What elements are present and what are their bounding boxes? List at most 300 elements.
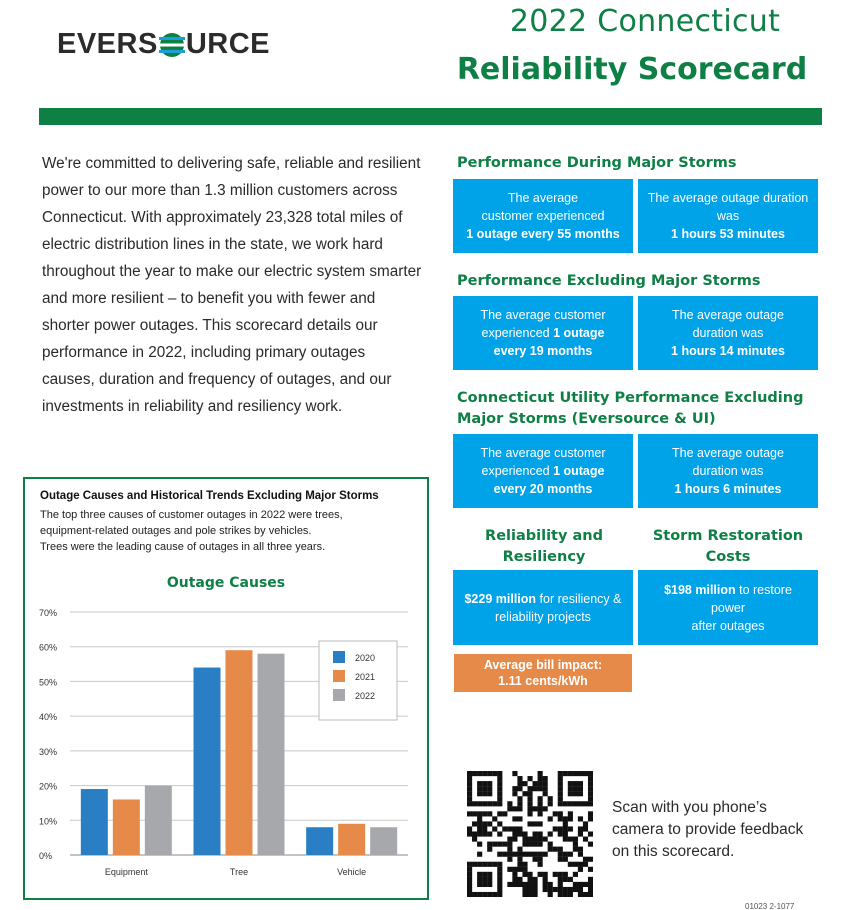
qr-module xyxy=(538,786,543,791)
qr-module xyxy=(507,857,512,862)
qr-module xyxy=(497,786,502,791)
qr-module xyxy=(553,872,558,877)
qr-module xyxy=(527,842,532,847)
bar-2021-vehicle xyxy=(338,824,365,855)
qr-module xyxy=(467,791,472,796)
qr-module xyxy=(512,852,517,857)
qr-module xyxy=(578,862,583,867)
qr-module xyxy=(573,837,578,842)
qr-module xyxy=(472,821,477,826)
qr-module xyxy=(563,872,568,877)
qr-module xyxy=(568,826,573,831)
qr-module xyxy=(497,776,502,781)
qr-module xyxy=(517,806,522,811)
stat-text: The average customer xyxy=(480,446,606,460)
qr-module xyxy=(533,857,538,862)
qr-module xyxy=(588,781,593,786)
qr-module xyxy=(533,842,538,847)
qr-module xyxy=(583,892,588,897)
qr-module xyxy=(543,776,548,781)
logo-text-left: EVERS xyxy=(57,27,158,60)
legend-label: 2021 xyxy=(355,672,376,682)
qr-module xyxy=(527,887,532,892)
qr-module xyxy=(497,867,502,872)
stat-text: The average xyxy=(507,191,579,205)
qr-module xyxy=(472,801,477,806)
qr-code-icon[interactable] xyxy=(467,771,593,897)
qr-module xyxy=(522,781,527,786)
qr-module xyxy=(507,852,512,857)
heading-line: Costs xyxy=(705,549,751,565)
qr-module xyxy=(558,791,563,796)
stat-value: 1 hours 14 minutes xyxy=(671,344,785,358)
qr-module xyxy=(578,816,583,821)
qr-module xyxy=(487,771,492,776)
qr-module xyxy=(588,831,593,836)
qr-module xyxy=(527,852,532,857)
qr-module xyxy=(477,882,482,887)
qr-module xyxy=(543,877,548,882)
scan-instructions xyxy=(612,797,842,863)
qr-module xyxy=(497,842,502,847)
qr-module xyxy=(568,862,573,867)
bill-impact-badge xyxy=(454,654,632,692)
qr-module xyxy=(522,852,527,857)
qr-module xyxy=(467,831,472,836)
legend-label: 2022 xyxy=(355,691,376,701)
qr-module xyxy=(477,786,482,791)
qr-module xyxy=(583,857,588,862)
qr-module xyxy=(482,862,487,867)
qr-module xyxy=(482,786,487,791)
qr-module xyxy=(522,831,527,836)
heading-line: Resiliency xyxy=(502,549,586,565)
qr-module xyxy=(497,872,502,877)
qr-module xyxy=(487,872,492,877)
qr-module xyxy=(517,867,522,872)
qr-module xyxy=(588,811,593,816)
qr-module xyxy=(497,882,502,887)
heading-ct-utility xyxy=(457,388,803,430)
qr-module xyxy=(588,791,593,796)
qr-module xyxy=(563,852,568,857)
qr-module xyxy=(573,771,578,776)
heading-line: Connecticut Utility Performance Excluding xyxy=(457,390,804,406)
qr-module xyxy=(477,826,482,831)
heading-line: Reliability and xyxy=(485,528,603,544)
qr-module xyxy=(543,781,548,786)
qr-module xyxy=(477,801,482,806)
qr-module xyxy=(588,801,593,806)
qr-module xyxy=(517,781,522,786)
qr-module xyxy=(467,786,472,791)
qr-module xyxy=(558,811,563,816)
stat-text: was xyxy=(716,209,740,223)
chart-title: Outage Causes xyxy=(166,575,286,591)
stat-value: 1 hours 6 minutes xyxy=(674,482,782,496)
qr-module xyxy=(588,877,593,882)
logo-o-icon xyxy=(159,32,185,58)
qr-module xyxy=(558,816,563,821)
qr-module xyxy=(568,771,573,776)
qr-module xyxy=(578,852,583,857)
qr-module xyxy=(578,892,583,897)
qr-module xyxy=(588,842,593,847)
qr-module xyxy=(588,887,593,892)
qr-module xyxy=(477,842,482,847)
qr-module xyxy=(522,842,527,847)
qr-module xyxy=(568,892,573,897)
qr-module xyxy=(477,811,482,816)
qr-module xyxy=(522,882,527,887)
stat-box-storm-duration xyxy=(638,179,818,253)
qr-module xyxy=(543,872,548,877)
qr-module xyxy=(558,796,563,801)
stat-box-restoration xyxy=(638,570,818,645)
qr-module xyxy=(558,831,563,836)
qr-module xyxy=(477,821,482,826)
qr-module xyxy=(548,796,553,801)
qr-module xyxy=(568,887,573,892)
qr-module xyxy=(548,801,553,806)
qr-module xyxy=(538,837,543,842)
y-tick-label: 0% xyxy=(39,851,53,861)
stat-text: The average customer xyxy=(480,308,606,322)
qr-module xyxy=(517,786,522,791)
qr-module xyxy=(507,806,512,811)
scan-line: Scan with you phone’s xyxy=(612,799,767,816)
qr-module xyxy=(558,872,563,877)
qr-module xyxy=(497,801,502,806)
qr-module xyxy=(578,801,583,806)
qr-module xyxy=(543,837,548,842)
y-tick-label: 60% xyxy=(39,642,58,653)
qr-module xyxy=(467,776,472,781)
qr-module xyxy=(472,892,477,897)
qr-module xyxy=(588,776,593,781)
qr-module xyxy=(487,892,492,897)
qr-module xyxy=(497,887,502,892)
qr-module xyxy=(578,887,583,892)
qr-module xyxy=(543,791,548,796)
scorecard-title: Reliability Scorecard xyxy=(456,52,808,87)
qr-module xyxy=(578,882,583,887)
stat-value: $229 million xyxy=(464,591,537,606)
qr-module xyxy=(568,877,573,882)
qr-module xyxy=(568,781,573,786)
qr-module xyxy=(558,887,563,892)
qr-module xyxy=(512,867,517,872)
qr-module xyxy=(502,852,507,857)
qr-module xyxy=(502,811,507,816)
qr-module xyxy=(538,796,543,801)
qr-module xyxy=(578,781,583,786)
qr-module xyxy=(558,776,563,781)
qr-module xyxy=(487,831,492,836)
qr-module xyxy=(467,811,472,816)
qr-module xyxy=(507,867,512,872)
qr-module xyxy=(472,837,477,842)
qr-module xyxy=(548,842,553,847)
qr-module xyxy=(563,892,568,897)
qr-module xyxy=(538,801,543,806)
stat-value: 1 outage xyxy=(553,464,605,478)
qr-module xyxy=(497,796,502,801)
qr-module xyxy=(522,862,527,867)
heading-excluding-storms: Performance Excluding Major Storms xyxy=(457,273,761,289)
qr-module xyxy=(492,862,497,867)
y-tick-label: 20% xyxy=(39,781,58,792)
qr-module xyxy=(472,831,477,836)
qr-module xyxy=(588,796,593,801)
qr-module xyxy=(482,781,487,786)
qr-module xyxy=(588,786,593,791)
stat-value: every 20 months xyxy=(493,482,593,496)
qr-module xyxy=(467,771,472,776)
qr-module xyxy=(563,857,568,862)
qr-module xyxy=(568,791,573,796)
qr-module xyxy=(527,877,532,882)
qr-module xyxy=(492,771,497,776)
y-tick-label: 50% xyxy=(39,677,58,688)
qr-module xyxy=(563,887,568,892)
qr-module xyxy=(487,821,492,826)
qr-module xyxy=(467,882,472,887)
qr-module xyxy=(563,837,568,842)
qr-module xyxy=(482,826,487,831)
stat-box-storm-frequency xyxy=(453,179,633,253)
qr-module xyxy=(583,826,588,831)
qr-module xyxy=(538,781,543,786)
qr-module xyxy=(497,771,502,776)
qr-module xyxy=(477,852,482,857)
outage-causes-chart xyxy=(25,599,427,889)
qr-module xyxy=(527,872,532,877)
y-tick-label: 10% xyxy=(39,816,58,827)
stat-box-ct-duration xyxy=(638,434,818,508)
heading-line: Storm Restoration xyxy=(652,528,804,544)
scorecard-title-year: 2022 Connecticut xyxy=(509,4,781,39)
qr-module xyxy=(482,791,487,796)
desc-line: Trees were the leading cause of outages in all three years. xyxy=(40,541,326,553)
stat-text: to restore power xyxy=(710,582,792,615)
qr-module xyxy=(497,791,502,796)
qr-module xyxy=(568,811,573,816)
qr-module xyxy=(558,781,563,786)
qr-module xyxy=(588,892,593,897)
qr-module xyxy=(467,796,472,801)
qr-module xyxy=(512,786,517,791)
qr-module xyxy=(472,862,477,867)
qr-module xyxy=(563,816,568,821)
qr-module xyxy=(492,842,497,847)
qr-module xyxy=(522,791,527,796)
qr-module xyxy=(583,801,588,806)
y-tick-label: 30% xyxy=(39,746,58,757)
qr-module xyxy=(477,781,482,786)
qr-module xyxy=(583,837,588,842)
qr-module xyxy=(583,821,588,826)
qr-module xyxy=(507,801,512,806)
chart-card-title: Outage Causes and Historical Trends Excluding Major Storms xyxy=(40,490,379,502)
qr-module xyxy=(548,831,553,836)
qr-module xyxy=(538,852,543,857)
qr-module xyxy=(578,847,583,852)
qr-module xyxy=(517,816,522,821)
intro-paragraph: We're committed to delivering safe, reliable and resilient power to our more than 1.3 million customers across Connecticut. With approximately 23,328 total miles of electric distribution lines in the state, we work hard throughout the year to make our electric system smarter and more resilient – to benefit you with fewer and shorter power outages. This scorecard details our performance in 2022, including primary outages causes, duration and frequency of outages, and our investments in reliability and resiliency work. xyxy=(42,155,422,415)
qr-module xyxy=(482,801,487,806)
qr-module xyxy=(487,842,492,847)
bill-impact-label: Average bill impact: xyxy=(483,658,603,672)
qr-module xyxy=(533,786,538,791)
qr-module xyxy=(487,801,492,806)
qr-module xyxy=(588,771,593,776)
qr-module xyxy=(522,867,527,872)
stat-text: reliability projects xyxy=(495,609,591,624)
bar-2021-equipment xyxy=(113,799,140,855)
qr-module xyxy=(573,862,578,867)
qr-module xyxy=(548,847,553,852)
qr-module xyxy=(583,882,588,887)
qr-module xyxy=(497,877,502,882)
qr-module xyxy=(558,892,563,897)
qr-module xyxy=(517,796,522,801)
qr-module xyxy=(467,826,472,831)
qr-module xyxy=(533,781,538,786)
eversource-logo xyxy=(57,26,270,62)
scan-line: on this scorecard. xyxy=(612,843,735,860)
legend-swatch xyxy=(333,670,345,682)
stat-value: every 19 months xyxy=(493,344,593,358)
qr-module xyxy=(487,877,492,882)
qr-module xyxy=(558,801,563,806)
qr-module xyxy=(543,882,548,887)
qr-module xyxy=(527,791,532,796)
scan-line: camera to provide feedback xyxy=(612,821,804,838)
qr-module xyxy=(477,872,482,877)
qr-module xyxy=(502,826,507,831)
qr-module xyxy=(583,862,588,867)
x-tick-label: Tree xyxy=(229,867,249,877)
qr-module xyxy=(543,852,548,857)
stat-box-excl-duration xyxy=(638,296,818,370)
qr-module xyxy=(517,882,522,887)
qr-module xyxy=(527,786,532,791)
stat-box-investment xyxy=(453,570,633,645)
legend-swatch xyxy=(333,651,345,663)
qr-module xyxy=(573,791,578,796)
qr-module xyxy=(482,882,487,887)
qr-module xyxy=(573,842,578,847)
qr-module xyxy=(512,882,517,887)
bar-2020-tree xyxy=(194,668,221,855)
qr-module xyxy=(563,821,568,826)
qr-module xyxy=(472,771,477,776)
qr-module xyxy=(558,786,563,791)
qr-module xyxy=(492,892,497,897)
qr-module xyxy=(497,862,502,867)
qr-module xyxy=(578,786,583,791)
qr-module xyxy=(533,837,538,842)
qr-module xyxy=(497,831,502,836)
qr-module xyxy=(548,887,553,892)
qr-module xyxy=(568,816,573,821)
bar-2022-vehicle xyxy=(370,827,397,855)
qr-module xyxy=(487,811,492,816)
stat-text: customer experienced xyxy=(481,209,605,223)
qr-module xyxy=(533,877,538,882)
stat-value: $198 million xyxy=(664,582,736,597)
qr-module xyxy=(578,771,583,776)
qr-module xyxy=(527,821,532,826)
qr-module xyxy=(512,837,517,842)
qr-module xyxy=(527,796,532,801)
bar-2020-equipment xyxy=(81,789,108,855)
x-tick-label: Vehicle xyxy=(337,867,367,877)
stat-text: The average outage xyxy=(672,308,784,322)
qr-module xyxy=(497,892,502,897)
stat-text: after outages xyxy=(691,618,765,633)
qr-module xyxy=(517,801,522,806)
stat-value: 1 hours 53 minutes xyxy=(671,227,785,241)
qr-module xyxy=(492,816,497,821)
qr-module xyxy=(482,831,487,836)
qr-module xyxy=(512,877,517,882)
qr-module xyxy=(517,847,522,852)
qr-module xyxy=(482,872,487,877)
qr-module xyxy=(522,837,527,842)
qr-module xyxy=(563,831,568,836)
document-code: 01023 2-1077 xyxy=(745,902,795,910)
stat-text: The average outage duration xyxy=(647,191,809,205)
outage-causes-card xyxy=(23,477,429,900)
qr-module xyxy=(497,811,502,816)
qr-module xyxy=(527,892,532,897)
bar-2021-tree xyxy=(226,650,253,855)
qr-module xyxy=(482,821,487,826)
qr-module xyxy=(472,811,477,816)
qr-module xyxy=(477,892,482,897)
qr-module xyxy=(558,857,563,862)
qr-module xyxy=(502,842,507,847)
qr-module xyxy=(533,887,538,892)
qr-module xyxy=(517,776,522,781)
qr-module xyxy=(573,781,578,786)
qr-module xyxy=(482,877,487,882)
qr-module xyxy=(467,877,472,882)
stat-text: duration was xyxy=(692,326,764,340)
legend-swatch xyxy=(333,689,345,701)
desc-line: equipment-related outages and pole strikes by vehicles. xyxy=(40,525,312,537)
qr-module xyxy=(477,816,482,821)
qr-module xyxy=(558,882,563,887)
qr-module xyxy=(538,831,543,836)
stat-value: 1 outage every 55 months xyxy=(466,227,620,241)
qr-module xyxy=(522,892,527,897)
qr-module xyxy=(527,776,532,781)
qr-module xyxy=(517,877,522,882)
qr-module xyxy=(477,831,482,836)
qr-module xyxy=(477,862,482,867)
bar-2022-tree xyxy=(258,654,285,855)
qr-module xyxy=(548,816,553,821)
qr-module xyxy=(533,821,538,826)
qr-module xyxy=(533,892,538,897)
qr-module xyxy=(553,847,558,852)
qr-module xyxy=(527,806,532,811)
stat-text: experienced xyxy=(481,326,554,340)
qr-module xyxy=(492,801,497,806)
